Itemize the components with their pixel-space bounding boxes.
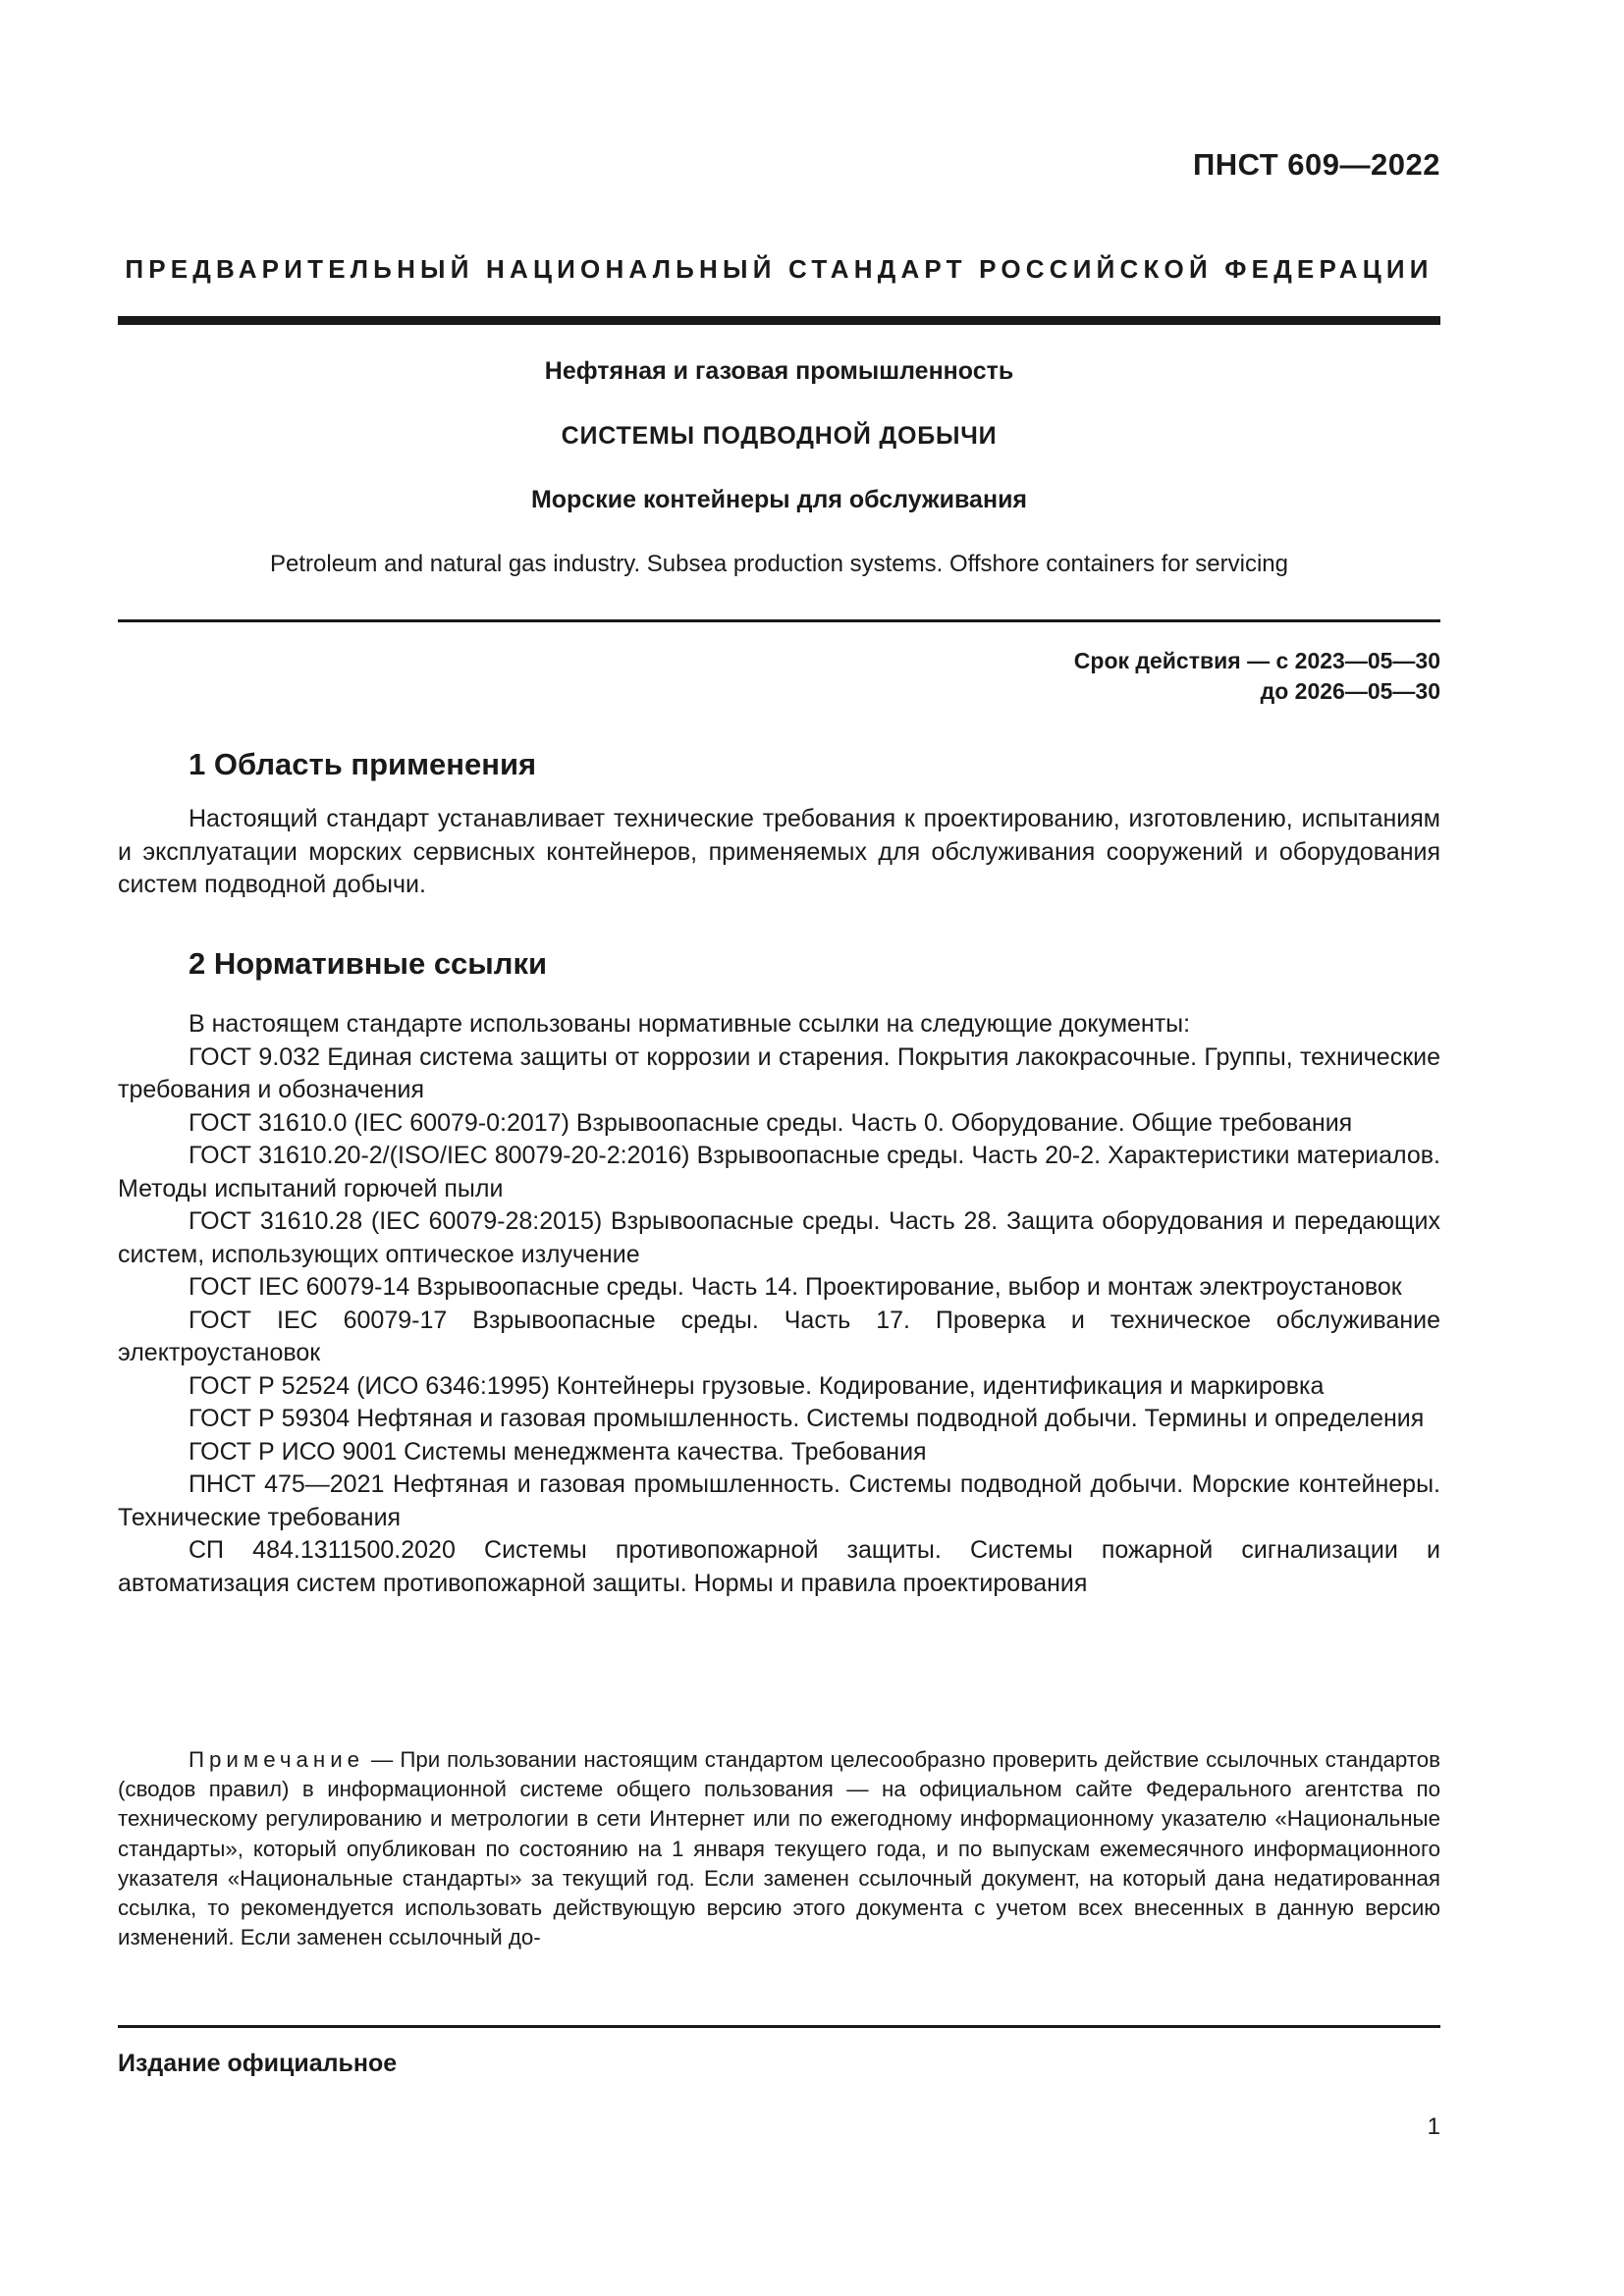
validity-to: до 2026—05—30 [1260,678,1440,704]
note-label: Примечание [189,1747,365,1772]
validity-period [1074,646,1440,707]
reference-item: СП 484.1311500.2020 Системы противопожарной защиты. Системы пожарной сигнализации и автоматизация систем противопожарной защиты. Нормы и правила проектирования [118,1536,1440,1597]
reference-item: ГОСТ 9.032 Единая система защиты от коррозии и старения. Покрытия лакокрасочные. Группы, технические требования и обозначения [118,1042,1440,1103]
normative-references-list [118,1008,1440,1600]
section-1-text: Настоящий стандарт устанавливает технические требования к проектированию, изготовлению, испытаниям и эксплуатации морских сервисных контейнеров, применяемых для обслуживания сооружений и оборудования систем подводной добычи. [118,805,1440,898]
references-note [118,1745,1440,1952]
note-text: — При пользовании настоящим стандартом целесообразно проверить действие ссылочных стандартов (сводов правил) в информационной системе общего пользования — на официальном сайте Федерального агентства по техническому регулированию и метрологии в сети Интернет или по ежегодному информационному указателю «Национальные стандарты», который опубликован по состоянию на 1 января текущего года, и по выпускам ежемесячного информационного указателя «Национальные стандарты» за текущий год. Если заменен ссылочный документ, на который дана недатированная ссылка, то рекомендуется использовать действующую версию этого документа с учетом всех внесенных в данную версию изменений. Если заменен ссылочный до- [118,1747,1440,1950]
references-intro: В настоящем стандарте использованы нормативные ссылки на следующие документы: [189,1010,1191,1038]
title-subtitle: Морские контейнеры для обслуживания [530,486,1028,513]
document-code: ПНСТ 609—2022 [1192,147,1440,182]
section-1-heading: 1 Область применения [189,747,537,781]
reference-item: ГОСТ Р ИСО 9001 Системы менеджмента качества. Требования [189,1437,927,1466]
reference-item: ГОСТ IEC 60079-14 Взрывоопасные среды. Часть 14. Проектирование, выбор и монтаж электроустановок [189,1273,1402,1301]
reference-item: ГОСТ 31610.28 (IEC 60079-28:2015) Взрывоопасные среды. Часть 28. Защита оборудования и передающих систем, использующих оптическое излучение [118,1207,1440,1268]
title-divider-rule [118,619,1440,622]
title-main: СИСТЕМЫ ПОДВОДНОЙ ДОБЫЧИ [561,422,998,450]
document-type-heading: ПРЕДВАРИТЕЛЬНЫЙ НАЦИОНАЛЬНЫЙ СТАНДАРТ РОССИЙСКОЙ ФЕДЕРАЦИИ [125,254,1434,284]
header-thick-rule [118,316,1440,325]
reference-item: ГОСТ 31610.20-2/(ISO/IEC 80079-20-2:2016) Взрывоопасные среды. Часть 20-2. Характеристики материалов. Методы испытаний горючей пыли [118,1142,1440,1202]
section-2-heading: 2 Нормативные ссылки [189,946,548,981]
title-industry: Нефтяная и газовая промышленность [544,357,1014,385]
reference-item: ГОСТ Р 52524 (ИСО 6346:1995) Контейнеры грузовые. Кодирование, идентификация и маркировка [189,1371,1325,1400]
footer-rule [118,2025,1440,2028]
document-page [118,0,1440,2296]
reference-item: ГОСТ 31610.0 (IEC 60079-0:2017) Взрывоопасные среды. Часть 0. Оборудование. Общие требования [189,1108,1353,1137]
reference-item: ГОСТ IEC 60079-17 Взрывоопасные среды. Часть 17. Проверка и техническое обслуживание электроустановок [118,1306,1440,1366]
title-english: Petroleum and natural gas industry. Subsea production systems. Offshore containers for servicing [270,551,1288,577]
validity-from: Срок действия — с 2023—05—30 [1073,648,1440,673]
reference-item: ПНСТ 475—2021 Нефтяная и газовая промышленность. Системы подводной добычи. Морские контейнеры. Технические требования [118,1470,1440,1531]
reference-item: ГОСТ Р 59304 Нефтяная и газовая промышленность. Системы подводной добычи. Термины и определения [189,1405,1425,1432]
page-number: 1 [1427,2113,1440,2140]
edition-label: Издание официальное [118,2050,398,2077]
